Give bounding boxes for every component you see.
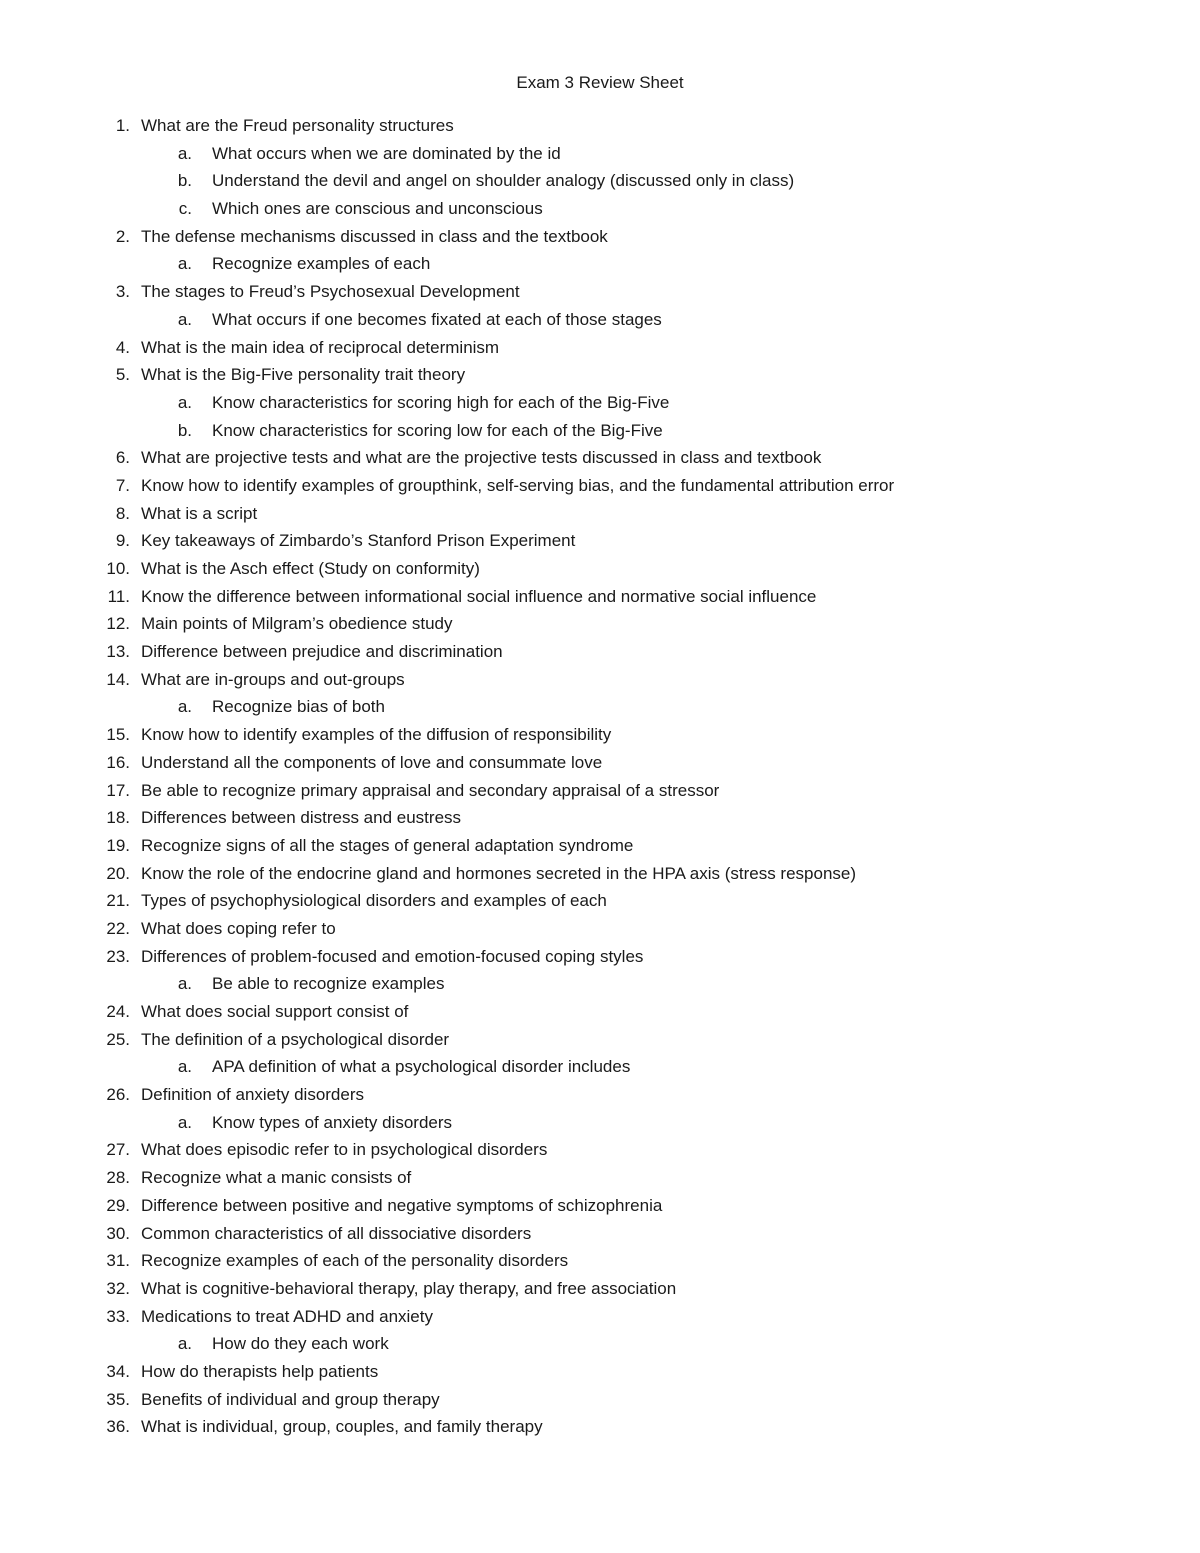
list-item bbox=[0, 114, 1200, 142]
list-marker: a. bbox=[177, 1112, 192, 1132]
list-item-text: Main points of Milgram’s obedience study bbox=[141, 614, 453, 634]
list-marker: 27. bbox=[106, 1140, 130, 1160]
sub-list-item bbox=[0, 197, 1200, 225]
list-item bbox=[0, 945, 1200, 973]
list-marker: 18. bbox=[106, 808, 130, 828]
list-marker: 24. bbox=[106, 1002, 130, 1021]
list-item bbox=[0, 806, 1200, 834]
list-item bbox=[0, 723, 1200, 751]
list-item bbox=[0, 1415, 1200, 1443]
list-item bbox=[0, 1194, 1200, 1222]
list-item bbox=[0, 225, 1200, 253]
list-item-text: How do they each work bbox=[212, 1334, 389, 1354]
list-marker: a. bbox=[177, 392, 192, 412]
list-item bbox=[0, 1138, 1200, 1166]
list-item-text: What does social support consist of bbox=[141, 1002, 409, 1021]
list-item-text: What are in-groups and out-groups bbox=[141, 669, 405, 689]
list-marker: 12. bbox=[106, 614, 130, 634]
sub-list-item bbox=[0, 308, 1200, 336]
list-item-text: Recognize examples of each of the personality disorders bbox=[141, 1251, 569, 1271]
list-item-text: Differences between distress and eustress bbox=[141, 808, 462, 828]
sub-list-item bbox=[0, 391, 1200, 419]
list-marker: 9. bbox=[115, 531, 130, 551]
list-marker: 22. bbox=[106, 918, 130, 938]
list-item bbox=[0, 529, 1200, 557]
list-marker: 7. bbox=[115, 475, 130, 495]
list-marker: 34. bbox=[106, 1361, 130, 1381]
list-marker: a. bbox=[177, 1334, 192, 1354]
list-item bbox=[0, 917, 1200, 945]
list-marker: 14. bbox=[106, 669, 130, 689]
list-item-text: Differences of problem-focused and emotion-focused coping styles bbox=[141, 946, 644, 966]
list-marker: 13. bbox=[106, 642, 130, 662]
list-item bbox=[0, 1277, 1200, 1305]
list-item-text: How do therapists help patients bbox=[141, 1361, 379, 1381]
list-item-text: What is individual, group, couples, and family therapy bbox=[141, 1417, 543, 1437]
list-item-text: What occurs when we are dominated by the id bbox=[212, 143, 561, 163]
list-item-text: Know characteristics for scoring low for each of the Big-Five bbox=[212, 420, 663, 440]
list-item bbox=[0, 612, 1200, 640]
list-marker: 20. bbox=[106, 863, 130, 883]
list-item-text: The definition of a psychological disorder bbox=[141, 1029, 450, 1049]
list-item bbox=[0, 557, 1200, 585]
list-marker: 21. bbox=[106, 891, 130, 911]
list-item bbox=[0, 862, 1200, 890]
list-marker: c. bbox=[178, 199, 192, 219]
list-item-text: What is the Big-Five personality trait theory bbox=[141, 365, 466, 385]
list-item-text: The stages to Freud’s Psychosexual Development bbox=[141, 282, 520, 302]
list-item-text: What is the main idea of reciprocal determinism bbox=[141, 337, 500, 357]
list-marker: 26. bbox=[106, 1085, 130, 1105]
list-item-text: What does coping refer to bbox=[141, 918, 336, 938]
list-item bbox=[0, 474, 1200, 502]
list-item-text: Difference between positive and negative symptoms of schizophrenia bbox=[141, 1195, 663, 1215]
review-list bbox=[0, 114, 1200, 1443]
list-item bbox=[0, 585, 1200, 613]
sub-list-item bbox=[0, 695, 1200, 723]
sub-list-item bbox=[0, 1055, 1200, 1083]
list-marker: b. bbox=[177, 420, 192, 440]
list-item-text: Recognize what a manic consists of bbox=[141, 1168, 412, 1188]
list-item bbox=[0, 668, 1200, 696]
list-item-text: Understand the devil and angel on shoulder analogy (discussed only in class) bbox=[212, 171, 795, 191]
list-marker: 15. bbox=[106, 725, 130, 745]
list-item bbox=[0, 779, 1200, 807]
list-item bbox=[0, 336, 1200, 364]
list-marker: 36. bbox=[106, 1417, 130, 1437]
list-item-text: Know how to identify examples of groupthink, self-serving bias, and the fundamental attribution error bbox=[141, 475, 895, 495]
sub-list-item bbox=[0, 169, 1200, 197]
list-marker: 6. bbox=[115, 448, 130, 468]
list-item bbox=[0, 502, 1200, 530]
list-marker: 16. bbox=[106, 752, 130, 772]
list-item-text: Recognize bias of both bbox=[212, 697, 385, 717]
list-marker: a. bbox=[177, 1057, 192, 1077]
list-item-text: Be able to recognize primary appraisal and secondary appraisal of a stressor bbox=[141, 780, 720, 800]
sub-list-item bbox=[0, 142, 1200, 170]
list-item-text: What is the Asch effect (Study on conformity) bbox=[141, 559, 480, 578]
list-item bbox=[0, 834, 1200, 862]
list-marker: 33. bbox=[106, 1306, 130, 1326]
list-item bbox=[0, 1360, 1200, 1388]
list-item-text: Key takeaways of Zimbardo’s Stanford Prison Experiment bbox=[141, 531, 576, 551]
list-marker: a. bbox=[177, 697, 192, 717]
list-item bbox=[0, 1222, 1200, 1250]
list-marker: 30. bbox=[106, 1223, 130, 1243]
list-item-text: What is a script bbox=[141, 503, 258, 523]
list-marker: b. bbox=[177, 171, 192, 191]
list-item bbox=[0, 446, 1200, 474]
list-item-text: Which ones are conscious and unconscious bbox=[212, 199, 543, 219]
list-marker: 32. bbox=[106, 1278, 130, 1298]
list-marker: 28. bbox=[106, 1168, 130, 1188]
list-item-text: Know the difference between informational social influence and normative social influence bbox=[141, 586, 817, 606]
list-marker: 23. bbox=[106, 946, 130, 966]
list-marker: a. bbox=[177, 309, 192, 329]
sub-list-item bbox=[0, 972, 1200, 1000]
list-item-text: The defense mechanisms discussed in class and the textbook bbox=[141, 226, 608, 246]
list-item bbox=[0, 1083, 1200, 1111]
list-item-text: What does episodic refer to in psychological disorders bbox=[141, 1140, 548, 1160]
list-item bbox=[0, 1000, 1200, 1028]
list-marker: 8. bbox=[115, 503, 130, 523]
list-item-text: Know the role of the endocrine gland and hormones secreted in the HPA axis (stress response) bbox=[141, 863, 857, 883]
list-item-text: Difference between prejudice and discrimination bbox=[141, 642, 503, 662]
list-item bbox=[0, 751, 1200, 779]
list-marker: 31. bbox=[106, 1251, 130, 1271]
list-item bbox=[0, 1388, 1200, 1416]
list-item bbox=[0, 640, 1200, 668]
list-item bbox=[0, 1028, 1200, 1056]
list-item-text: What are projective tests and what are the projective tests discussed in class and textbook bbox=[141, 448, 822, 468]
list-item bbox=[0, 280, 1200, 308]
list-item-text: What is cognitive-behavioral therapy, play therapy, and free association bbox=[141, 1278, 677, 1298]
sub-list-item bbox=[0, 1111, 1200, 1139]
list-item-text: APA definition of what a psychological disorder includes bbox=[212, 1057, 631, 1077]
list-marker: 5. bbox=[115, 365, 130, 385]
sub-list-item bbox=[0, 419, 1200, 447]
list-marker: 2. bbox=[115, 226, 130, 246]
list-item-text: Be able to recognize examples bbox=[212, 974, 445, 994]
list-item bbox=[0, 1166, 1200, 1194]
list-marker: 19. bbox=[106, 835, 130, 855]
list-item bbox=[0, 889, 1200, 917]
list-marker: a. bbox=[177, 143, 192, 163]
list-item-text: Recognize signs of all the stages of general adaptation syndrome bbox=[141, 835, 634, 855]
list-item-text: Recognize examples of each bbox=[212, 254, 431, 274]
list-item bbox=[0, 363, 1200, 391]
list-item-text: Understand all the components of love and consummate love bbox=[141, 752, 603, 772]
list-item-text: Know types of anxiety disorders bbox=[212, 1112, 453, 1132]
list-item-text: What are the Freud personality structures bbox=[141, 116, 454, 135]
list-marker: 10. bbox=[106, 559, 130, 578]
list-item-text: Common characteristics of all dissociative disorders bbox=[141, 1223, 532, 1243]
list-marker: 17. bbox=[106, 780, 130, 800]
list-marker: 4. bbox=[115, 337, 130, 357]
list-item-text: Know characteristics for scoring high for each of the Big-Five bbox=[212, 392, 670, 412]
list-marker: 3. bbox=[115, 282, 130, 302]
list-item-text: Know how to identify examples of the diffusion of responsibility bbox=[141, 725, 612, 745]
list-marker: 1. bbox=[115, 116, 130, 135]
list-marker: 29. bbox=[106, 1195, 130, 1215]
list-item-text: Benefits of individual and group therapy bbox=[141, 1389, 440, 1409]
list-item-text: Medications to treat ADHD and anxiety bbox=[141, 1306, 433, 1326]
list-marker: a. bbox=[177, 254, 192, 274]
list-item-text: Types of psychophysiological disorders and examples of each bbox=[141, 891, 607, 911]
sub-list-item bbox=[0, 1332, 1200, 1360]
list-item bbox=[0, 1305, 1200, 1333]
sub-list-item bbox=[0, 252, 1200, 280]
list-item bbox=[0, 1249, 1200, 1277]
list-marker: 11. bbox=[107, 586, 130, 606]
list-marker: a. bbox=[177, 974, 192, 994]
list-item-text: Definition of anxiety disorders bbox=[141, 1085, 365, 1105]
page-title: Exam 3 Review Sheet bbox=[516, 73, 684, 92]
list-marker: 25. bbox=[106, 1029, 130, 1049]
list-marker: 35. bbox=[106, 1389, 130, 1409]
list-item-text: What occurs if one becomes fixated at each of those stages bbox=[212, 309, 662, 329]
